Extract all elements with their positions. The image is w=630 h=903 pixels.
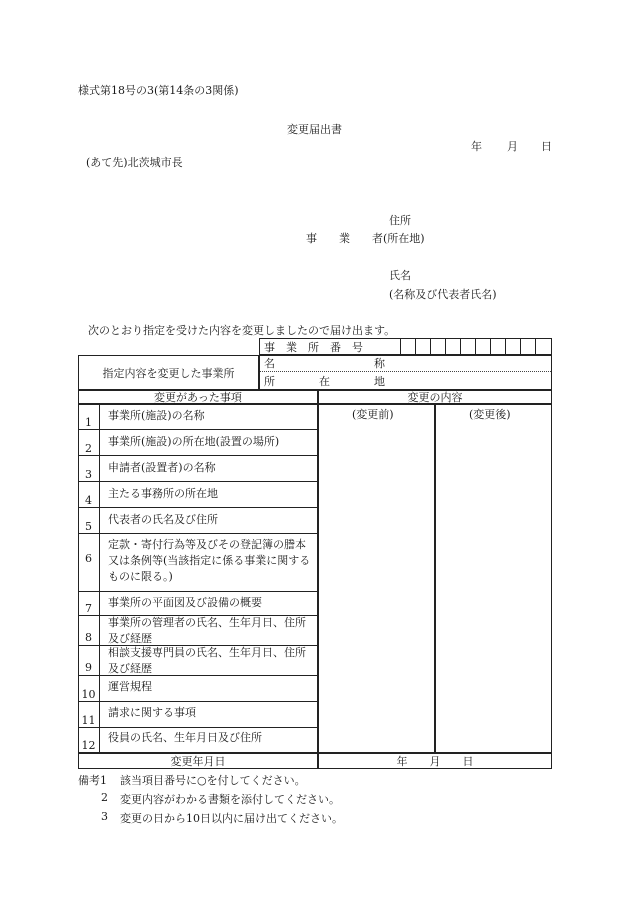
item-number: 9 xyxy=(85,660,92,674)
date-day-label: 日 xyxy=(541,140,552,153)
item-text: 運営規程 xyxy=(108,680,152,693)
table-row xyxy=(78,646,318,676)
date-month-label: 月 xyxy=(507,140,518,153)
addressee: (あて先)北茨城市長 xyxy=(86,156,183,169)
item-number: 6 xyxy=(85,551,92,565)
item-number: 11 xyxy=(81,713,96,727)
item-number: 8 xyxy=(85,630,92,644)
note-3-number: 3 xyxy=(101,810,108,823)
office-header: 指定内容を変更した事業所 xyxy=(78,355,259,390)
intro-text: 次のとおり指定を受けた内容を変更しましたので届け出ます。 xyxy=(88,324,396,337)
change-table xyxy=(78,338,552,769)
item-number: 2 xyxy=(85,441,92,455)
item-text: 相談支援専門員の氏名、生年月日、住所及び経歴 xyxy=(108,646,306,675)
table-row xyxy=(78,728,318,753)
item-text: 事業所の平面図及び設備の概要 xyxy=(108,596,262,609)
applicant-name-sub-label: (名称及び代表者氏名) xyxy=(389,288,497,301)
after-column xyxy=(435,404,552,753)
change-content-header: 変更の内容 xyxy=(318,390,552,404)
item-number: 3 xyxy=(85,467,92,481)
item-text: 代表者の氏名及び住所 xyxy=(108,513,218,526)
item-text: 定款・寄付行為等及びその登記簿の謄本又は条例等(当該指定に係る事業に関するものに限る。) xyxy=(108,538,311,583)
office-name-label: 名 称 xyxy=(260,355,551,372)
before-label: (変更前) xyxy=(352,408,394,421)
item-number: 7 xyxy=(85,601,92,615)
change-date-value: 年 月 日 xyxy=(318,753,552,769)
applicant-name-label: 氏名 xyxy=(389,269,411,282)
table-row xyxy=(78,508,318,534)
table-row xyxy=(78,676,318,702)
table-row xyxy=(78,456,318,482)
form-code: 様式第18号の3(第14条の3関係) xyxy=(78,84,239,97)
table-row xyxy=(78,616,318,646)
item-text: 請求に関する事項 xyxy=(108,706,196,719)
table-row xyxy=(78,482,318,508)
change-date-label: 変更年月日 xyxy=(78,753,318,769)
note-2: 変更内容がわかる書類を添付してください。 xyxy=(120,793,340,806)
office-number-label: 事 業 所 番 号 xyxy=(264,340,363,354)
item-text: 主たる事務所の所在地 xyxy=(108,487,218,500)
after-label: (変更後) xyxy=(469,408,511,421)
office-location-label: 所 在 地 xyxy=(264,375,385,388)
item-text: 事業所(施設)の所在地(設置の場所) xyxy=(108,435,280,448)
item-text: 事業所の管理者の氏名、生年月日、住所及び経歴 xyxy=(108,616,306,645)
before-column xyxy=(318,404,435,753)
changed-items-header: 変更があった事項 xyxy=(78,390,318,404)
note-3: 変更の日から10日以内に届け出てください。 xyxy=(120,812,343,825)
item-number: 10 xyxy=(81,687,96,701)
applicant-address-label: 住所 xyxy=(389,214,411,227)
table-row xyxy=(78,702,318,728)
note-2-number: 2 xyxy=(101,791,108,804)
notes-heading: 備考1 xyxy=(78,774,107,787)
office-number-boxes xyxy=(400,338,552,355)
item-text: 申請者(設置者)の名称 xyxy=(108,461,216,474)
date-year-label: 年 xyxy=(471,140,482,153)
table-row xyxy=(78,592,318,616)
item-number: 4 xyxy=(85,493,92,507)
item-number: 1 xyxy=(85,415,92,429)
item-text: 事業所(施設)の名称 xyxy=(108,409,205,422)
item-number: 5 xyxy=(85,519,92,533)
item-text: 役員の氏名、生年月日及び住所 xyxy=(108,731,262,744)
item-number: 12 xyxy=(81,738,96,752)
applicant-entity-label: 事 業 者(所在地) xyxy=(306,232,425,245)
note-1: 該当項目番号に○を付してください。 xyxy=(120,774,306,787)
page-title: 変更届出書 xyxy=(287,123,342,136)
table-row xyxy=(78,404,318,430)
table-row xyxy=(78,430,318,456)
table-row xyxy=(78,534,318,592)
